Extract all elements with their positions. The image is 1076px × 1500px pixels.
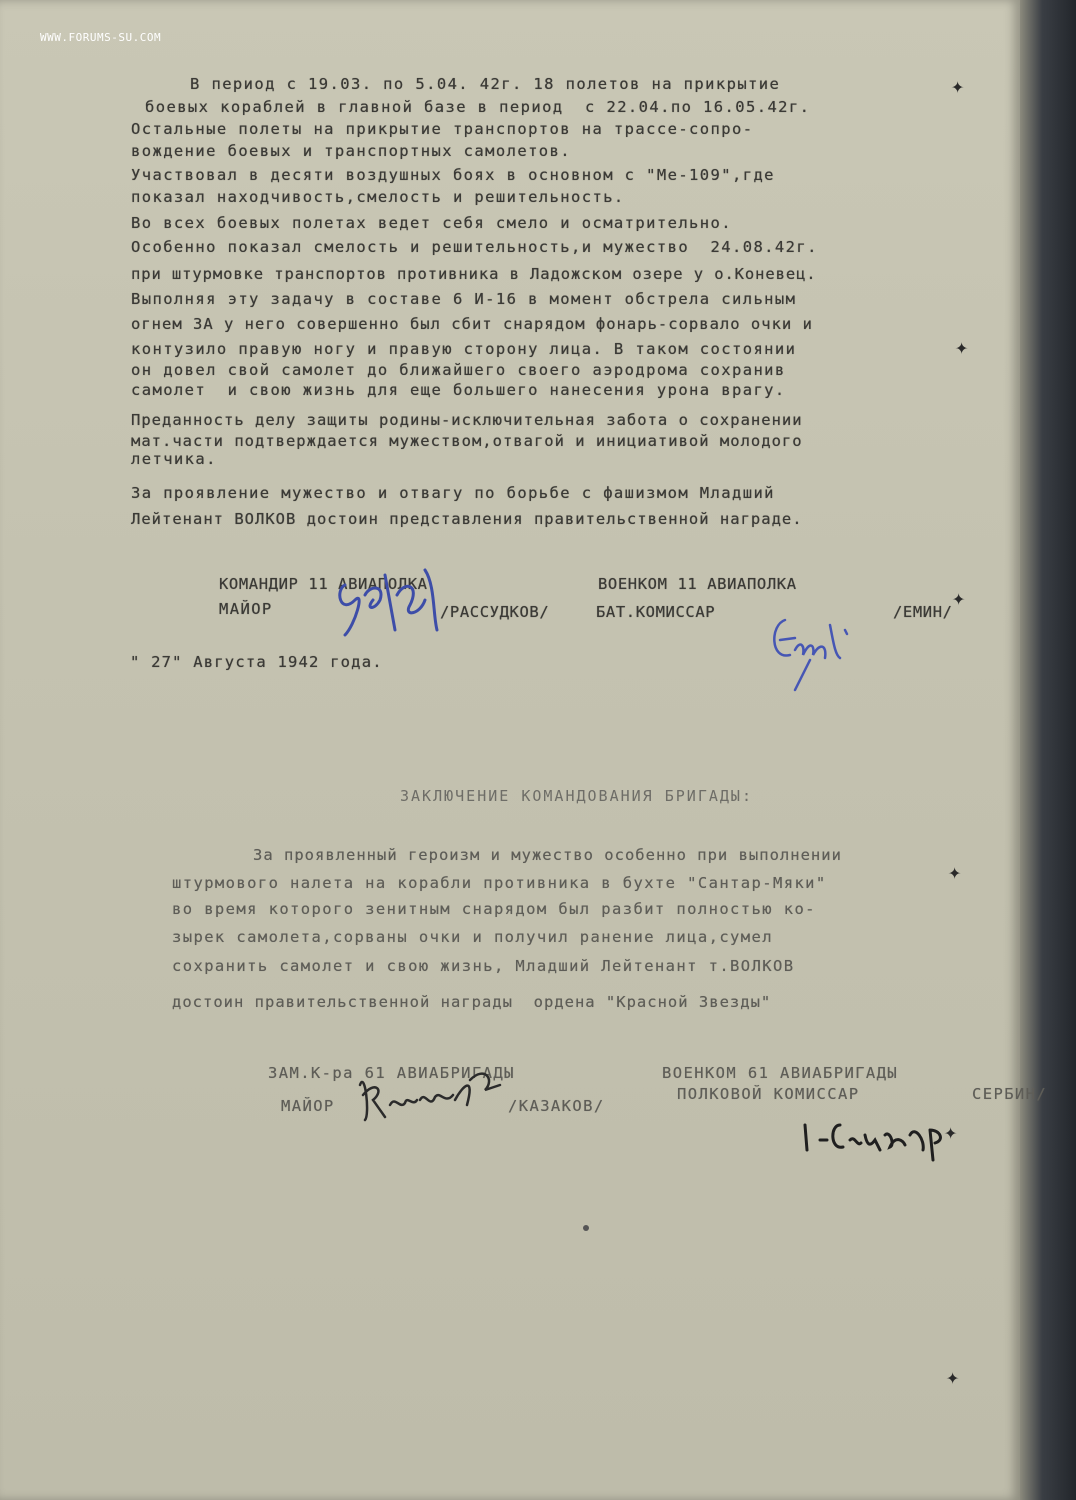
text-line: боевых кораблей в главной базе в период с 22.04.по 16.05.42г. [145, 98, 811, 116]
text-line: во время которого зенитным снарядом был разбит полностью ко- [172, 900, 816, 918]
text-line: Участвовал в десяти воздушных боях в основном с "Ме-109",где [131, 166, 775, 184]
signatory-rank: БАТ.КОМИССАР [596, 603, 716, 621]
text-line: Во всех боевых полетах ведет себя смело и осматрительно. [131, 214, 732, 232]
kazakov-signature [345, 1045, 515, 1130]
signatory-name: /КАЗАКОВ/ [508, 1097, 605, 1115]
text-line: достоин правительственной награды ордена "Красной Звезды" [172, 993, 772, 1011]
text-line: Особенно показал смелость и решительность,и мужество 24.08.42г. [131, 238, 818, 256]
signatory-rank: МАЙОР [219, 600, 273, 618]
text-line: Выполняя эту задачу в составе 6 И-16 в момент обстрела сильным [131, 290, 797, 308]
text-line: За проявление мужество и отвагу по борьбе с фашизмом Младший [131, 484, 775, 502]
text-line: За проявленный героизм и мужество особенно при выполнении [253, 846, 842, 864]
signatory-rank: ПОЛКОВОЙ КОМИССАР [677, 1085, 860, 1103]
text-line: вождение боевых и транспортных самолетов. [131, 142, 572, 160]
signatory-rank: МАЙОР [281, 1097, 335, 1115]
text-line: Лейтенант ВОЛКОВ достоин представления правительственной награде. [131, 510, 803, 528]
signatory-title: ВОЕНКОМ 11 АВИАПОЛКА [598, 575, 797, 593]
text-line: штурмового налета на корабли противника в бухте "Сантар-Мяки" [172, 874, 827, 892]
conclusion-heading: ЗАКЛЮЧЕНИЕ КОМАНДОВАНИЯ БРИГАДЫ: [400, 787, 753, 805]
signatory-title: ВОЕНКОМ 61 АВИАБРИГАДЫ [662, 1064, 899, 1082]
text-line: Остальные полеты на прикрытие транспортов на трассе-сопро- [131, 120, 754, 138]
text-line: В период с 19.03. по 5.04. 42г. 18 полетов на прикрытие [190, 75, 781, 93]
binder-edge [1020, 0, 1076, 1500]
punch-mark-icon: ✦ [952, 586, 966, 611]
punch-mark-icon: ✦ [955, 335, 969, 360]
watermark-text: WWW.FORUMS-SU.COM [40, 31, 162, 44]
text-line: самолет и свою жизнь для еще большего нанесения урона врагу. [131, 381, 786, 399]
text-line: сохранить самолет и свою жизнь, Младший Лейтенант т.ВОЛКОВ [172, 957, 795, 975]
signatory-title: КОМАНДИР 11 АВИАПОЛКА [219, 575, 428, 593]
signatory-name: /ЕМИН/ [893, 603, 953, 621]
rassudkov-signature [325, 555, 465, 645]
page-dot [583, 1225, 589, 1231]
text-line: при штурмовке транспортов противника в Ладожском озере у о.Коневец. [131, 265, 817, 283]
signatory-title: ЗАМ.К-ра 61 АВИАБРИГАДЫ [268, 1064, 515, 1082]
text-line: контузило правую ногу и правую сторону лица. В таком состоянии [131, 340, 797, 358]
signatory-name: /РАССУДКОВ/ [440, 603, 550, 621]
text-line: Преданность делу защиты родины-исключительная забота о сохранении [131, 411, 803, 429]
text-line: он довел свой самолет до ближайшего своего аэродрома сохранив [131, 361, 786, 379]
text-line: огнем ЗА у него совершенно был сбит снарядом фонарь-сорвало очки и [131, 315, 813, 333]
punch-mark-icon: ✦ [946, 1365, 960, 1390]
signatory-name: СЕРБИН/ [972, 1085, 1048, 1103]
text-line: мат.части подтверждается мужеством,отвагой и инициативой молодого [131, 432, 803, 450]
punch-mark-icon: ✦ [948, 860, 962, 885]
punch-mark-icon: ✦ [944, 1120, 958, 1145]
document-date: " 27" Августа 1942 года. [130, 653, 383, 671]
text-line: показал находчивость,смелость и решительность. [131, 188, 625, 206]
text-line: летчика. [131, 450, 217, 468]
text-line: зырек самолета,сорваны очки и получил ранение лица,сумел [172, 928, 773, 946]
emin-signature [765, 600, 865, 695]
punch-mark-icon: ✦ [951, 74, 965, 99]
